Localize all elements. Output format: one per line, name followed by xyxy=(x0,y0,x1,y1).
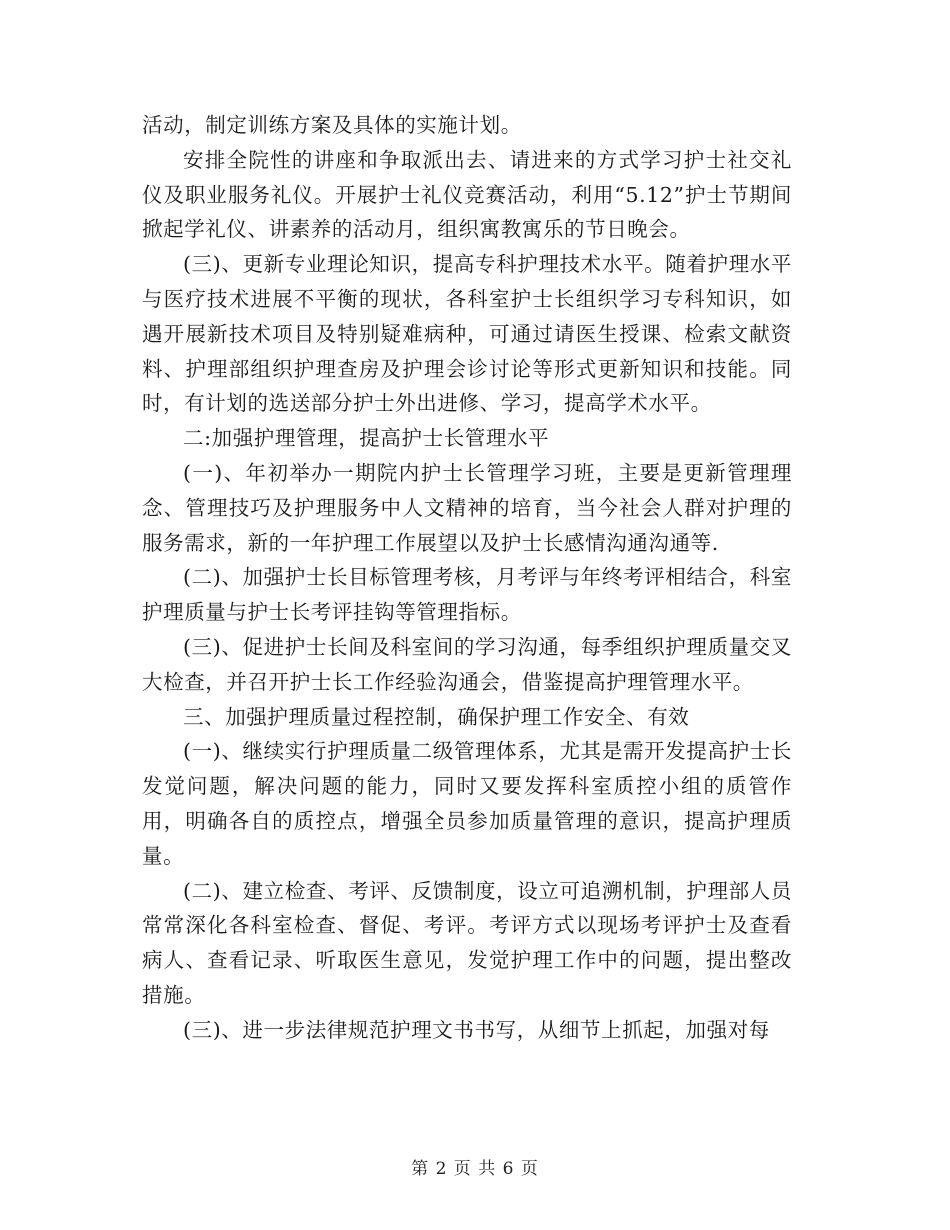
paragraph-11: (三)、进一步法律规范护理文书书写，从细节上抓起，加强对每 xyxy=(183,1017,770,1042)
section-heading-3: 三、加强护理质量过程控制，确保护理工作安全、有效 xyxy=(183,704,690,729)
paragraph-7: (三)、促进护士长间及科室间的学习沟通，每季组织护理质量交叉大检查，并召开护士长工作经验沟通会，借鉴提高护理管理水平。 xyxy=(142,634,792,694)
paragraph-9: (一)、继续实行护理质量二级管理体系，尤其是需开发提高护士长发觉问题，解决问题的能力，同时又要发挥科室质控小组的质管作用，明确各自的质控点，增强全员参加质量管理的意识，提高护理质量。 xyxy=(142,739,792,868)
paragraph-10: (二)、建立检查、考评、反馈制度，设立可追溯机制，护理部人员常常深化各科室检查、督促、考评。考评方式以现场考评护士及查看病人、查看记录、听取医生意见，发觉护理工作中的问题，提出整改措施。 xyxy=(142,878,792,1007)
paragraph-5: (一)、年初举办一期院内护士长管理学习班，主要是更新管理理念、管理技巧及护理服务中人文精神的培育，当今社会人群对护理的服务需求，新的一年护理工作展望以及护士长感情沟通沟通等. xyxy=(142,460,792,555)
paragraph-1: 活动，制定训练方案及具体的实施计划。 xyxy=(142,113,522,137)
paragraph-6: (二)、加强护士长目标管理考核，月考评与年终考评相结合，科室护理质量与护士长考评挂钩等管理指标。 xyxy=(142,565,792,625)
section-heading-2: 二:加强护理管理，提高护士长管理水平 xyxy=(183,426,550,451)
paragraph-3: (三)、更新专业理论知识，提高专科护理技术水平。随着护理水平与医疗技术进展不平衡的现状，各科室护士长组织学习专科知识，如遇开展新技术项目及特别疑难病种，可通过请医生授课、检索文献资料、护理部组织护理查房及护理会诊讨论等形式更新知识和技能。同时，有计划的选送部分护士外出进修、学习，提高学术水平。 xyxy=(142,252,792,416)
paragraph-2: 安排全院性的讲座和争取派出去、请进来的方式学习护士社交礼仪及职业服务礼仪。开展护士礼仪竞赛活动，利用“5.12”护士节期间掀起学礼仪、讲素养的活动月，组织寓教寓乐的节日晚会。 xyxy=(142,147,792,242)
document-body xyxy=(142,108,792,1048)
page-footer: 第 2 页 共 6 页 xyxy=(411,1159,539,1179)
